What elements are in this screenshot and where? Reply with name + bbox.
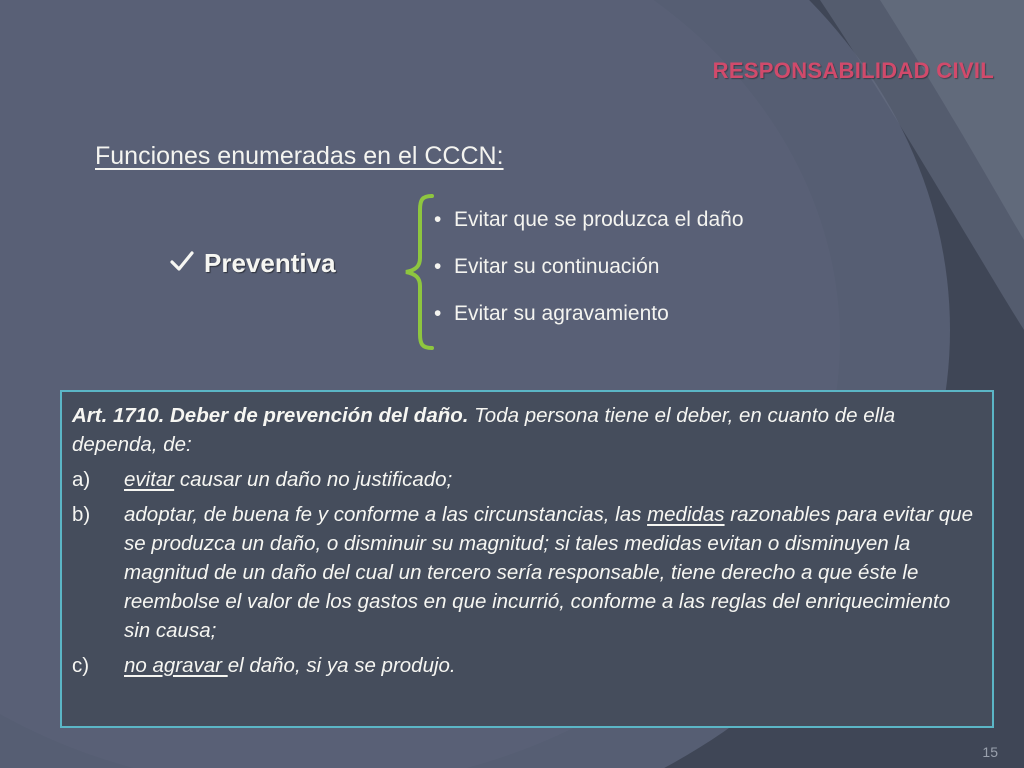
- section-subtitle: Funciones enumeradas en el CCCN:: [95, 142, 504, 170]
- preventiva-item: [170, 248, 336, 279]
- article-intro-text: Toda persona tiene el deber, en cuanto de ella dependa, de:: [72, 404, 896, 456]
- page-number: 15: [982, 744, 998, 760]
- article-item-a: a) evitar causar un daño no justificado;: [72, 468, 453, 491]
- bullet-item: • Evitar su continuación: [434, 255, 660, 278]
- article-1710-box: [60, 390, 994, 728]
- bullet-item: • Evitar que se produzca el daño: [434, 208, 744, 231]
- preventiva-label: Preventiva: [204, 248, 336, 278]
- bullet-item: • Evitar su agravamiento: [434, 302, 669, 325]
- article-heading: Art. 1710. Deber de prevención del daño.: [72, 404, 469, 427]
- checkmark-icon: [170, 248, 196, 279]
- article-item-b: b) adoptar, de buena fe y conforme a las circunstancias, las medidas razonables para evitar que se produzca un daño, o disminuir su magnitud; si tales medidas evitan o disminuyen la magnitud de un daño del cual un tercero sería responsable, tiene derecho a que éste le reembolse el valor de los gastos en que incurrió, conforme a las reglas del enriquecimiento sin causa;: [72, 503, 973, 642]
- preventiva-bullets: [434, 205, 744, 346]
- article-intro: [72, 401, 974, 459]
- article-item-c: c) no agravar el daño, si ya se produjo.: [72, 654, 456, 677]
- curly-brace-icon: [398, 192, 438, 352]
- slide-title: RESPONSABILIDAD CIVIL: [712, 58, 994, 83]
